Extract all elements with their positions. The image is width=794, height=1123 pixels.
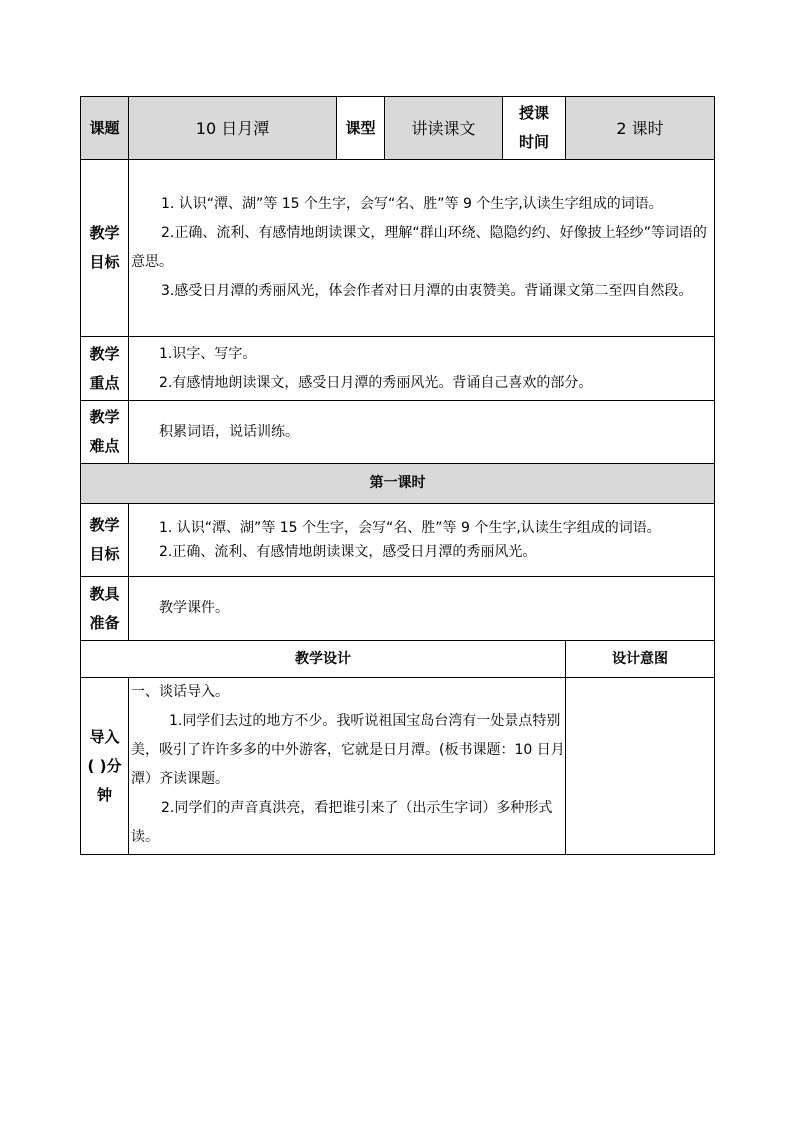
tools-text: 教学课件。 <box>159 600 229 616</box>
difficulties-row <box>81 401 715 464</box>
goal-item-2: 2.正确、流利、有感情地朗读课文，理解“群山环绕、隐隐约约、好像披上轻纱”等词语的意思。 <box>131 225 707 270</box>
tools-row <box>81 577 715 641</box>
time-label-line1: 授课 <box>518 104 549 122</box>
difficulties-label <box>81 401 129 464</box>
difficulties-label-line1: 教学 <box>89 408 120 426</box>
key-points-label-line1: 教学 <box>89 344 120 363</box>
lesson-goals-row <box>81 504 715 577</box>
goals-row <box>81 160 715 337</box>
intro-label <box>81 678 129 855</box>
key-points-label <box>81 337 129 401</box>
type-value: 讲读课文 <box>385 97 503 160</box>
intro-label-line2: ( )分 <box>87 756 122 775</box>
lesson-plan-page <box>80 96 714 855</box>
difficulties-label-line2: 难点 <box>89 437 120 455</box>
goal-item-1: 1. 认识“潭、湖”等 15 个生字，会写“名、胜”等 9 个生字,认读生字组成的词语。 <box>161 196 663 212</box>
intro-label-line3: 钟 <box>96 785 112 804</box>
design-header-row <box>81 641 715 678</box>
intro-intent <box>566 678 715 855</box>
intro-content <box>129 678 566 855</box>
intro-paragraph-2: 2.同学们的声音真洪亮，看把谁引来了（出示生字词）多种形式读。 <box>131 800 553 845</box>
goals-label-line1: 教学 <box>89 224 120 242</box>
intro-paragraph-1: 1.同学们去过的地方不少。我听说祖国宝岛台湾有一处景点特别美，吸引了许许多多的中外游客，它就是日月潭。(板书课题：10 日月潭）齐读课题。 <box>131 713 565 787</box>
intro-heading: 一、谈话导入。 <box>131 684 229 700</box>
key-point-item-2: 2.有感情地朗读课文，感受日月潭的秀丽风光。背诵自己喜欢的部分。 <box>159 374 593 391</box>
lesson-goal-item-2: 2.正确、流利、有感情地朗读课文，感受日月潭的秀丽风光。 <box>159 544 537 560</box>
goals-label <box>81 160 129 337</box>
time-label-line2: 时间 <box>518 133 549 151</box>
lesson-goals-label <box>81 504 129 577</box>
intro-label-line1: 导入 <box>89 727 120 746</box>
goals-label-line2: 目标 <box>89 253 120 271</box>
key-points-content <box>129 337 715 401</box>
key-points-label-line2: 重点 <box>89 373 120 392</box>
topic-value: 10 日月潭 <box>129 97 337 160</box>
lesson-plan-table <box>80 96 715 855</box>
lesson-goal-item-1: 1. 认识“潭、湖”等 15 个生字，会写“名、胜”等 9 个生字,认读生字组成的词语。 <box>159 520 661 536</box>
time-label <box>503 97 566 160</box>
time-value: 2 课时 <box>566 97 715 160</box>
goal-item-3: 3.感受日月潭的秀丽风光，体会作者对日月潭的由衷赞美。背诵课文第二至四自然段。 <box>161 283 693 299</box>
type-label: 课型 <box>337 97 385 160</box>
lesson-goals-label-line1: 教学 <box>89 516 120 534</box>
intent-header: 设计意图 <box>566 641 715 678</box>
difficulties-text: 积累词语，说话训练。 <box>159 423 299 440</box>
key-point-item-1: 1.识字、写字。 <box>159 345 257 362</box>
key-points-row <box>81 337 715 401</box>
lesson-goals-label-line2: 目标 <box>89 545 120 563</box>
tools-content <box>129 577 715 641</box>
header-row <box>81 97 715 160</box>
design-header: 教学设计 <box>81 641 566 678</box>
goals-content <box>129 160 715 337</box>
first-lesson-row <box>81 464 715 504</box>
lesson-goals-content <box>129 504 715 577</box>
first-lesson-title: 第一课时 <box>81 464 715 504</box>
tools-label-line2: 准备 <box>89 613 120 632</box>
intro-row <box>81 678 715 855</box>
topic-label: 课题 <box>81 97 129 160</box>
tools-label-line1: 教具 <box>89 584 120 603</box>
difficulties-content <box>129 401 715 464</box>
tools-label <box>81 577 129 641</box>
